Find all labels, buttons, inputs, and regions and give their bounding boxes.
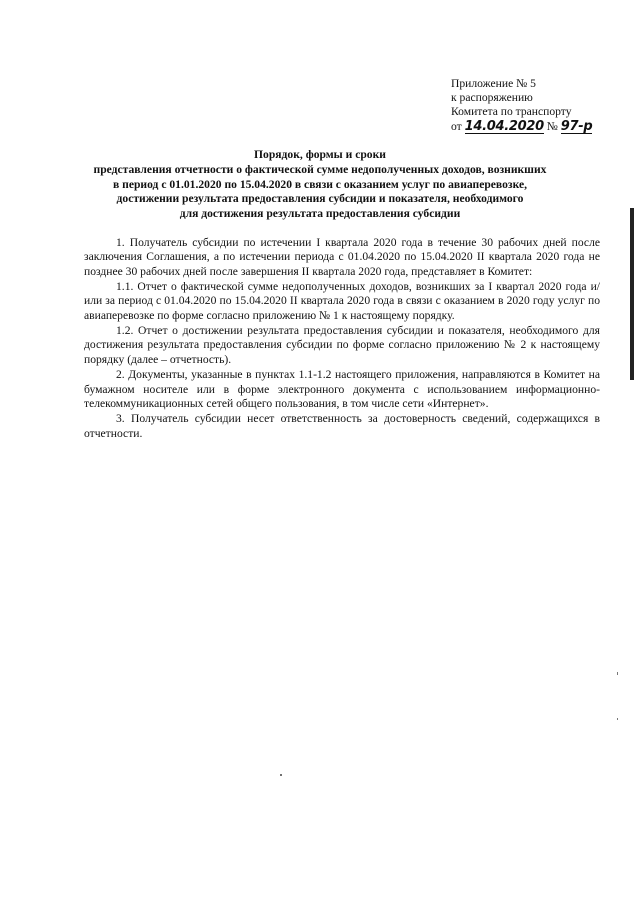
title-line-4: достижении результата предоставления субсидии и показателя, необходимого	[116, 192, 524, 206]
date-prefix: от	[451, 119, 462, 133]
document-title	[84, 148, 556, 222]
document-body	[84, 236, 600, 442]
number-prefix: №	[546, 119, 558, 133]
title-line-3: в период с 01.01.2020 по 15.04.2020 в связи с оказанием услуг по авиаперевозке,	[112, 177, 528, 191]
annex-header	[451, 77, 621, 134]
paragraph-1: 1. Получатель субсидии по истечении I квартала 2020 года в течение 30 рабочих дней после заключения Соглашения, а по истечении периода с 01.04.2020 по 15.04.2020 II квартала 2020 года не позднее 30 рабочих дней после завершения II квартала 2020 года, представляет в Комитет:	[84, 236, 600, 278]
paragraph-1-2: 1.2. Отчет о достижении результата предоставления субсидии и показателя, необходимого для достижения результата предоставления субсидии по форме согласно приложению № 2 к настоящему порядку (далее – отчетность).	[84, 324, 600, 366]
title-line-5: для достижения результата предоставления субсидии	[179, 207, 461, 221]
scan-speck	[617, 718, 618, 720]
annex-committee: Комитета по транспорту	[451, 105, 572, 119]
handwritten-number: 97-р	[560, 118, 593, 134]
scan-speck	[617, 672, 618, 675]
scan-edge-mark	[630, 208, 634, 380]
paragraph-2: 2. Документы, указанные в пунктах 1.1-1.2 настоящего приложения, направляются в Комитет на бумажном носителе или в форме электронного документа с использованием информационно-телекоммуникационных сетей общего пользования, в том числе сети «Интернет».	[84, 368, 600, 410]
scan-dot	[280, 774, 282, 776]
annex-date-number	[451, 120, 621, 134]
title-line-1: Порядок, формы и сроки	[254, 148, 386, 161]
annex-reference: к распоряжению	[451, 91, 533, 105]
annex-number: Приложение № 5	[451, 77, 536, 90]
paragraph-3: 3. Получатель субсидии несет ответственность за достоверность сведений, содержащихся в отчетности.	[84, 412, 600, 440]
paragraph-1-1: 1.1. Отчет о фактической сумме недополученных доходов, возникших за I квартал 2020 года и/или за период с 01.04.2020 по 15.04.2020 II квартала 2020 года в связи с оказанием в 2020 году услуг по авиаперевозке по форме согласно приложению № 1 к настоящему порядку.	[84, 280, 600, 322]
title-line-2: представления отчетности о фактической сумме недополученных доходов, возникших	[93, 162, 547, 176]
handwritten-date: 14.04.2020	[464, 118, 544, 134]
